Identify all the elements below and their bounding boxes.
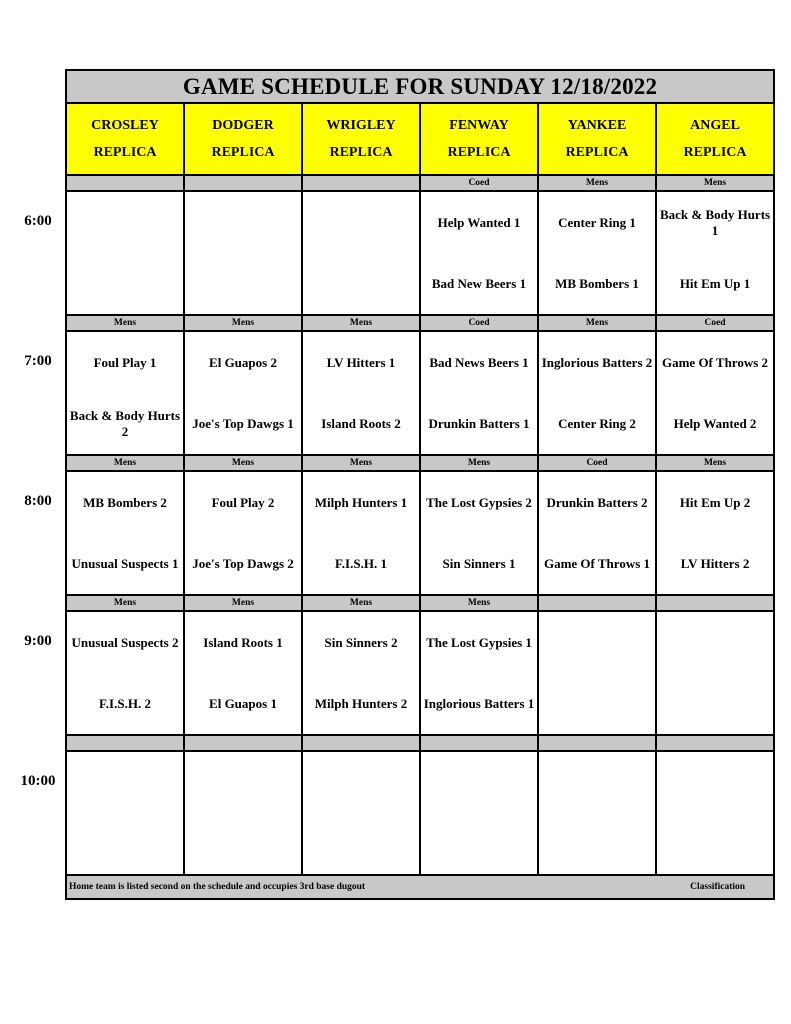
game-cell: [538, 471, 656, 595]
away-team: Center Ring 1: [558, 214, 636, 230]
home-team: Sin Sinners 1: [442, 555, 516, 571]
home-team: [185, 253, 301, 314]
time-label: 8:00: [24, 493, 52, 509]
field-header-yankee: [538, 103, 656, 175]
classification-cell: Mens: [420, 595, 538, 611]
away-team: [539, 612, 655, 673]
game-cell: [66, 751, 184, 875]
home-team-note: Home team is listed second on the schedule and occupies 3rd base dugout: [69, 882, 366, 892]
home-team: El Guapos 1: [209, 695, 277, 711]
classification-cell: Mens: [302, 315, 420, 331]
away-team: Sin Sinners 2: [324, 634, 398, 650]
classification-cell: Coed: [538, 455, 656, 471]
game-cell: [302, 331, 420, 455]
field-header-angel: [656, 103, 774, 175]
home-team: [657, 813, 773, 874]
away-team: Unusual Suspects 2: [71, 634, 179, 650]
game-cell: [302, 471, 420, 595]
home-team: Back & Body Hurts 2: [69, 407, 181, 439]
field-header-dodger: [184, 103, 302, 175]
classification-cell: [66, 735, 184, 751]
home-team: [67, 253, 183, 314]
field-subtitle: REPLICA: [211, 145, 275, 160]
classification-cell: [302, 735, 420, 751]
classification-legend: Classification: [690, 882, 746, 892]
home-team: LV Hitters 2: [680, 555, 750, 571]
classification-cell: [538, 735, 656, 751]
game-cell: [538, 191, 656, 315]
game-cell: [420, 471, 538, 595]
home-team: Unusual Suspects 1: [71, 555, 179, 571]
home-team: Center Ring 2: [558, 415, 636, 431]
classification-row: [66, 595, 774, 611]
game-cell: [656, 611, 774, 735]
classification-cell: Mens: [66, 595, 184, 611]
schedule-table: [65, 69, 775, 900]
home-team: Joe's Top Dawgs 1: [192, 415, 294, 431]
classification-cell: Coed: [656, 315, 774, 331]
classification-row: [66, 735, 774, 751]
classification-cell: Mens: [302, 455, 420, 471]
classification-row: [66, 175, 774, 191]
home-team: [421, 813, 537, 874]
schedule-title: GAME SCHEDULE FOR SUNDAY 12/18/2022: [66, 70, 774, 103]
game-cell: [538, 751, 656, 875]
classification-cell: [538, 595, 656, 611]
away-team: Bad News Beers 1: [429, 354, 529, 370]
game-cell: [184, 471, 302, 595]
field-name: YANKEE: [567, 118, 627, 133]
home-team: Game Of Throws 1: [543, 555, 651, 571]
away-team: Foul Play 2: [211, 494, 275, 510]
game-cell: [420, 191, 538, 315]
time-label: 10:00: [20, 773, 56, 789]
classification-cell: Mens: [184, 455, 302, 471]
home-team: Milph Hunters 2: [314, 695, 408, 711]
game-cell: [538, 331, 656, 455]
away-team: [67, 192, 183, 253]
classification-cell: Mens: [538, 315, 656, 331]
time-label: 6:00: [24, 213, 52, 229]
classification-cell: Mens: [66, 315, 184, 331]
classification-cell: Coed: [420, 175, 538, 191]
away-team: The Lost Gypsies 1: [426, 634, 532, 650]
home-team: [67, 813, 183, 874]
field-header-row: [66, 103, 774, 175]
away-team: Island Roots 1: [203, 634, 283, 650]
field-header-crosley: [66, 103, 184, 175]
classification-cell: Mens: [66, 455, 184, 471]
game-cell: [656, 331, 774, 455]
away-team: [185, 752, 301, 813]
away-team: [185, 192, 301, 253]
game-cell: [66, 471, 184, 595]
classification-cell: Mens: [538, 175, 656, 191]
footer-row: [66, 875, 774, 899]
game-cell: [420, 611, 538, 735]
home-team: Bad New Beers 1: [431, 275, 527, 291]
game-cell: [66, 331, 184, 455]
game-cell: [184, 191, 302, 315]
away-team: LV Hitters 1: [326, 354, 396, 370]
classification-cell: Mens: [420, 455, 538, 471]
game-cell: [656, 751, 774, 875]
away-team: Foul Play 1: [93, 354, 157, 370]
game-cell: [420, 331, 538, 455]
away-team: Milph Hunters 1: [314, 494, 408, 510]
field-subtitle: REPLICA: [683, 145, 747, 160]
field-name: CROSLEY: [91, 118, 159, 133]
game-cell: [302, 611, 420, 735]
game-cell: [66, 611, 184, 735]
home-team: [303, 253, 419, 314]
time-label: 9:00: [24, 633, 52, 649]
game-row: [66, 471, 774, 595]
game-cell: [184, 751, 302, 875]
game-cell: [184, 611, 302, 735]
classification-cell: [184, 175, 302, 191]
away-team: Inglorious Batters 2: [541, 354, 653, 370]
home-team: Inglorious Batters 1: [423, 695, 535, 711]
away-team: [657, 752, 773, 813]
field-subtitle: REPLICA: [93, 145, 157, 160]
home-team: [539, 813, 655, 874]
classification-cell: Coed: [420, 315, 538, 331]
home-team: Help Wanted 2: [673, 415, 757, 431]
away-team: El Guapos 2: [209, 354, 277, 370]
title-row: [66, 70, 774, 103]
away-team: [303, 752, 419, 813]
classification-row: [66, 455, 774, 471]
field-subtitle: REPLICA: [565, 145, 629, 160]
away-team: [539, 752, 655, 813]
away-team: [421, 752, 537, 813]
home-team: [303, 813, 419, 874]
away-team: Hit Em Up 2: [679, 494, 751, 510]
time-label: 7:00: [24, 353, 52, 369]
home-team: MB Bombers 1: [555, 275, 639, 291]
away-team: [657, 612, 773, 673]
away-team: Drunkin Batters 2: [546, 494, 648, 510]
game-cell: [302, 191, 420, 315]
field-subtitle: REPLICA: [447, 145, 511, 160]
game-row: [66, 331, 774, 455]
field-name: DODGER: [212, 118, 274, 133]
game-cell: [656, 191, 774, 315]
game-cell: [302, 751, 420, 875]
home-team: Island Roots 2: [321, 415, 401, 431]
away-team: Game Of Throws 2: [661, 354, 769, 370]
game-cell: [538, 611, 656, 735]
classification-cell: Mens: [302, 595, 420, 611]
field-subtitle: REPLICA: [329, 145, 393, 160]
classification-cell: [302, 175, 420, 191]
away-team: The Lost Gypsies 2: [426, 494, 532, 510]
home-team: [657, 673, 773, 734]
game-row: [66, 191, 774, 315]
home-team: Hit Em Up 1: [679, 275, 751, 291]
game-cell: [184, 331, 302, 455]
home-team: [185, 813, 301, 874]
field-name: ANGEL: [690, 118, 740, 133]
home-team: [539, 673, 655, 734]
classification-cell: [66, 175, 184, 191]
game-cell: [656, 471, 774, 595]
away-team: Back & Body Hurts 1: [659, 206, 771, 238]
classification-cell: Mens: [184, 595, 302, 611]
field-name: WRIGLEY: [326, 118, 396, 133]
field-header-wrigley: [302, 103, 420, 175]
classification-row: [66, 315, 774, 331]
classification-cell: [420, 735, 538, 751]
classification-cell: [184, 735, 302, 751]
game-row: [66, 611, 774, 735]
away-team: [67, 752, 183, 813]
away-team: [303, 192, 419, 253]
game-row: [66, 751, 774, 875]
away-team: MB Bombers 2: [83, 494, 167, 510]
home-team: F.I.S.H. 2: [99, 695, 151, 711]
game-cell: [420, 751, 538, 875]
classification-cell: [656, 735, 774, 751]
classification-cell: Mens: [656, 455, 774, 471]
home-team: Drunkin Batters 1: [428, 415, 530, 431]
classification-cell: Mens: [184, 315, 302, 331]
home-team: Joe's Top Dawgs 2: [192, 555, 294, 571]
footer-cell: [66, 875, 774, 899]
away-team: Help Wanted 1: [437, 214, 521, 230]
field-name: FENWAY: [449, 118, 509, 133]
game-cell: [66, 191, 184, 315]
home-team: F.I.S.H. 1: [335, 555, 387, 571]
field-header-fenway: [420, 103, 538, 175]
classification-cell: Mens: [656, 175, 774, 191]
classification-cell: [656, 595, 774, 611]
